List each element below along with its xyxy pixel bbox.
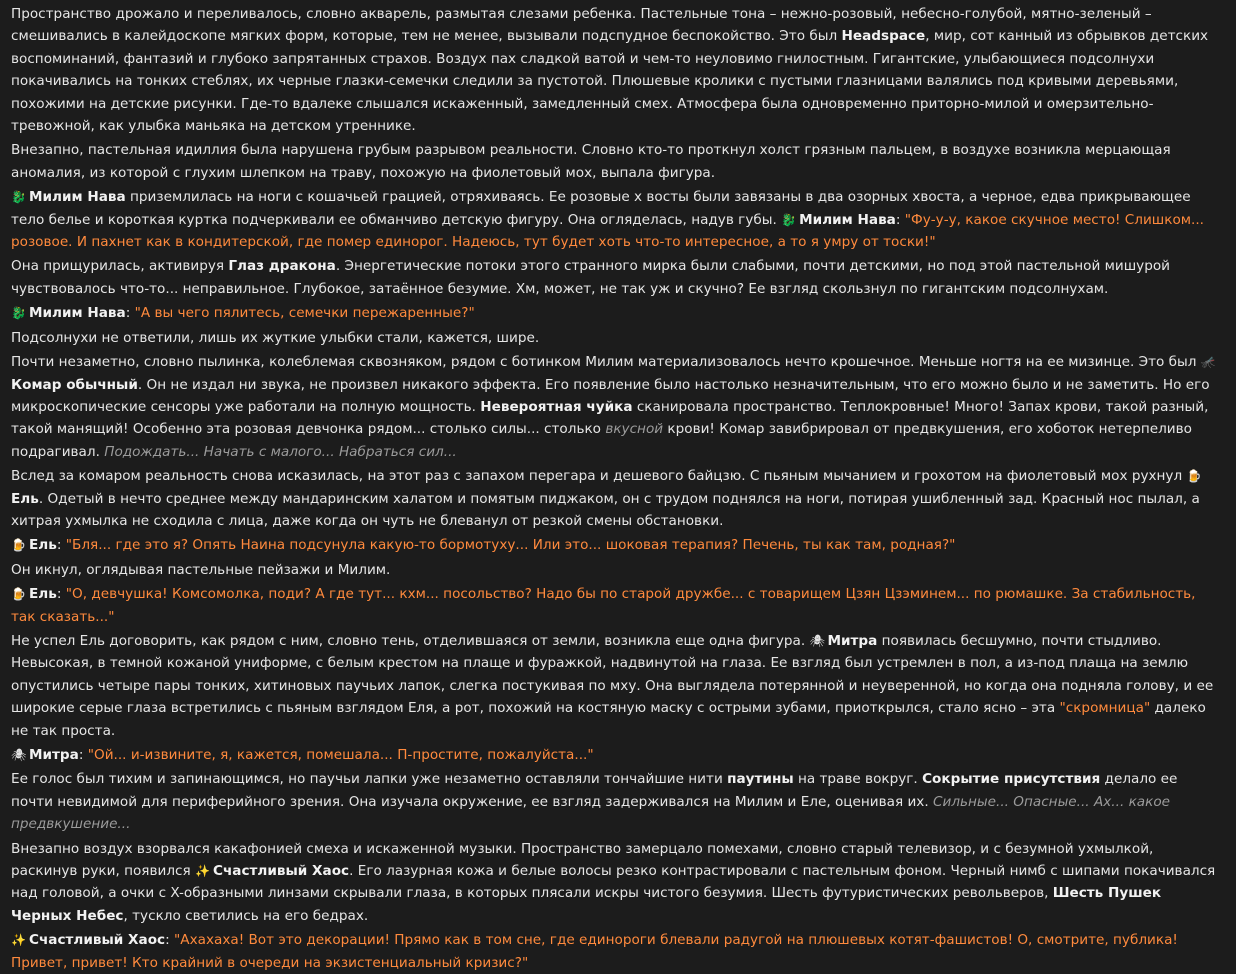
story-paragraph bbox=[11, 3, 1222, 137]
story-paragraph bbox=[11, 583, 1222, 628]
dialogue-quote: "Ахахаха! Вот это декорации! Прямо как в том сне, где единороги блевали радугой на плюшевых котят-фашистов! О, смотрите, публика! Привет, привет! Кто крайний в очереди на экзистенциальный кризис?" bbox=[11, 932, 1178, 971]
narration-text: Ее голос был тихим и запинающимся, но паучьи лапки уже незаметно оставляли тончайшие нити bbox=[11, 771, 728, 788]
bold-term: Шесть Пушек Черных Небес bbox=[11, 885, 1162, 924]
bold-term: паутины bbox=[727, 771, 794, 788]
bold-term: Счастливый Хаос bbox=[213, 863, 350, 880]
bold-term: Счастливый Хаос bbox=[29, 932, 166, 949]
bold-term: Митра bbox=[827, 632, 878, 649]
bold-term: Милим Нава bbox=[799, 211, 896, 228]
dialogue-quote: "скромница" bbox=[1059, 700, 1151, 717]
narration-text: Вслед за комаром реальность снова исказилась, на этот раз с запахом перегара и дешевого байцзю. С пьяным мычанием и грохотом на фиолетовый мох рухнул bbox=[11, 468, 1187, 485]
dialogue-quote: "Бля... где это я? Опять Наина подсунула какую-то бормотуху... Или это... шоковая терапия? Печень, ты как там, родная?" bbox=[65, 537, 956, 554]
story-paragraph bbox=[11, 929, 1222, 974]
narration-text: . Энергетические потоки этого странного мирка были слабыми, почти детскими, но под этой пастельной мишурой чувствовалось что-то... неправильное. Глубокое, затаённое безумие. Хм, может, не так уж и скучно? Ее взгляд скользнул по гигантским подсолнухам. bbox=[11, 258, 1171, 297]
narration-text: Пространство дрожало и переливалось, словно акварель, размытая слезами ребенка. Пастельные тона – нежно-розовый, небесно-голубой, мятно-зеленый – смешивались в калейдоскопе мягких форм, которые, тем не менее, вызывали подспудное беспокойство. Это был bbox=[11, 6, 1152, 45]
story-paragraph bbox=[11, 302, 1222, 324]
bold-term: Ель bbox=[29, 586, 57, 603]
narration-text: , мир, сот канный из обрывков детских воспоминаний, фантазий и глубоко запрятанных страхов. Воздух пах сладкой ватой и чем-то неуловимо гнилостным. Гигантские, улыбающиеся подсолнухи покачивались на тонких стеблях, их черные глазки-семечки следили за пустотой. Плюшевые кролики с пустыми глазницами валялись под кривыми деревьями, похожими на детские рисунки. Где-то вдалеке слышался искаженный, замедленный смех. Атмосфера была одновременно приторно-милой и омерзительно-тревожной, как улыбка маньяка на детском утреннике. bbox=[11, 28, 1209, 135]
narration-text: Она прищурилась, активируя bbox=[11, 258, 229, 275]
story-paragraph bbox=[11, 351, 1222, 463]
inner-thought: Сильные... Опасные... Ах... какое предвкушение... bbox=[11, 793, 1171, 833]
character-icon: 🕷 bbox=[11, 748, 27, 762]
narration-text: сканировала пространство. Теплокровные! Много! Запах крови, такой разный, такой манящий! Особенно эта розовая девчонка рядом... столько силы... столько bbox=[11, 398, 1209, 438]
story-paragraph bbox=[11, 465, 1222, 532]
inner-thought: вкусной bbox=[605, 421, 664, 438]
character-icon: 🐉 bbox=[781, 212, 797, 227]
narration-text: : bbox=[165, 932, 175, 949]
narration-text: крови! Комар завибрировал от предвкушения, его хоботок нетерпеливо подрагивал. bbox=[11, 421, 1192, 460]
narration-text: : bbox=[56, 586, 66, 603]
bold-term: Митра bbox=[29, 747, 79, 763]
story-paragraph bbox=[11, 186, 1222, 253]
narration-text: Внезапно воздух взорвался какафонией смеха и искаженной музыки. Пространство замерцало помехами, словно старый телевизор, и с безумной ухмылкой, раскинув руки, появился bbox=[11, 840, 1154, 880]
bold-term: Милим Нава bbox=[29, 189, 126, 206]
narration-text: . Его лазурная кожа и белые волосы резко контрастировали с пастельным фоном. Черный нимб с шипами покачивался над головой, а очки с X-образными линзами скрывали глаза, в которых плясали искры чистого безумия. Шесть футуристических револьверов, bbox=[11, 863, 1216, 902]
narration-text: . Одетый в нечто среднее между мандаринским халатом и помятым пиджаком, он с трудом поднялся на ноги, потирая ушибленный зад. Красный нос пылал, а хитрая ухмылка не сходила с лица, даже когда он чуть не блеванул от резкой смены обстановки. bbox=[11, 490, 1200, 529]
narration-text: Не успел Ель договорить, как рядом с ним, словно тень, отделившаяся от земли, возникла еще одна фигура. bbox=[11, 632, 810, 649]
character-icon: 🍺 bbox=[11, 538, 26, 553]
character-icon: ✨ bbox=[11, 933, 26, 948]
character-icon: 🦟 bbox=[1200, 355, 1216, 370]
narration-text: Подсолнухи не ответили, лишь их жуткие улыбки стали, кажется, шире. bbox=[11, 329, 540, 346]
story-paragraph bbox=[11, 838, 1222, 928]
dialogue-quote: "Ой... и-извините, я, кажется, помешала... П-простите, пожалуйста..." bbox=[87, 747, 594, 763]
story-paragraph bbox=[11, 327, 1222, 349]
story-paragraph bbox=[11, 139, 1222, 184]
character-icon: 🐉 bbox=[11, 190, 26, 205]
bold-term: Глаз дракона bbox=[228, 258, 336, 275]
narration-text: : bbox=[78, 747, 88, 763]
story-paragraph bbox=[11, 744, 1222, 766]
dialogue-quote: "А вы чего пялитесь, семечки пережаренные?" bbox=[134, 305, 475, 322]
story-paragraph bbox=[11, 559, 1222, 581]
narration-text: делало ее почти невидимой для периферийного зрения. Она изучала окружение, ее взгляд задерживался на Милим и Еле, оценивая их. bbox=[11, 771, 1178, 810]
bold-term: Сокрытие присутствия bbox=[922, 771, 1101, 788]
bold-term: Headspace bbox=[841, 28, 926, 45]
bold-term: Ель bbox=[11, 490, 39, 507]
character-icon: 🕷 bbox=[809, 633, 825, 648]
narration-text: Внезапно, пастельная идиллия была нарушена грубым разрывом реальности. Словно кто-то проткнул холст грязным пальцем, в воздухе возникла мерцающая аномалия, из которой с глухим шлепком на траву, похожую на фиолетовый мох, выпала фигура. bbox=[11, 142, 1171, 181]
character-icon: 🍺 bbox=[1186, 469, 1202, 484]
narration-text: : bbox=[125, 305, 135, 322]
narration-text: приземлилась на ноги с кошачьей грацией, отряхиваясь. Ее розовые х восты были завязаны в два озорных хвоста, а черное, едва прикрывающее тело белье и короткая куртка подчеркивали ее обманчиво детскую фигуру. Она огляделась, надув губы. bbox=[11, 189, 1191, 228]
bold-term: Комар обычный bbox=[11, 376, 138, 393]
narration-text: Он икнул, оглядывая пастельные пейзажи и Милим. bbox=[11, 561, 391, 578]
bold-term: Ель bbox=[29, 537, 57, 554]
narration-text: : bbox=[56, 537, 66, 554]
narration-text: на траве вокруг. bbox=[793, 771, 923, 788]
story-paragraph bbox=[11, 255, 1222, 300]
narration-text: , тускло светились на его бедрах. bbox=[123, 907, 369, 924]
dialogue-quote: "О, девчушка! Комсомолка, поди? А где тут... кхм... посольство? Надо бы по старой дружбе... с товарищем Цзян Цзэминем... по рюмашке. За стабильность, так сказать..." bbox=[11, 586, 1196, 625]
bold-term: Невероятная чуйка bbox=[480, 398, 633, 415]
story-paragraph bbox=[11, 630, 1222, 742]
narration-text: Почти незаметно, словно пылинка, колеблемая сквозняком, рядом с ботинком Милим материализовалось нечто крошечное. Меньше ногтя на ее мизинце. Это был bbox=[11, 354, 1201, 371]
character-icon: 🍺 bbox=[11, 587, 26, 602]
narration-text: далеко не так проста. bbox=[11, 700, 1206, 739]
character-icon: 🐉 bbox=[11, 306, 26, 321]
narration-text: . Он не издал ни звука, не произвел никакого эффекта. Его появление было настолько незначительным, что его можно было и не заметить. Но его микроскопические сенсоры уже работали на полную мощность. bbox=[11, 376, 1210, 415]
narration-text: появилась бесшумно, почти стыдливо. Невысокая, в темной кожаной униформе, с белым крестом на плаще и фуражкой, надвинутой на глаза. Ее взгляд был устремлен в пол, а из-под плаща на землю опустились четыре пары тонких, хитиновых паучьих лапок, слегка постукивая по мху. Она выглядела потерянной и неуверенной, но когда она подняла голову, и ее широкие серые глаза встретились с пьяным взглядом Еля, а рот, похожий на костяную маску с острыми зубами, приоткрылся, стало ясно – эта bbox=[11, 632, 1214, 717]
inner-thought: Подождать... Начать с малого... Набраться сил... bbox=[104, 443, 457, 460]
character-icon: ✨ bbox=[195, 864, 210, 879]
dialogue-quote: "Фу-у-у, какое скучное место! Слишком... розовое. И пахнет как в кондитерской, где помер единорог. Надеюсь, тут будет хоть что-то интересное, а то я умру от тоски!" bbox=[11, 211, 1204, 251]
story-paragraph bbox=[11, 534, 1222, 556]
narration-text: : bbox=[895, 211, 905, 228]
story-paragraph bbox=[11, 768, 1222, 835]
bold-term: Милим Нава bbox=[29, 305, 126, 322]
